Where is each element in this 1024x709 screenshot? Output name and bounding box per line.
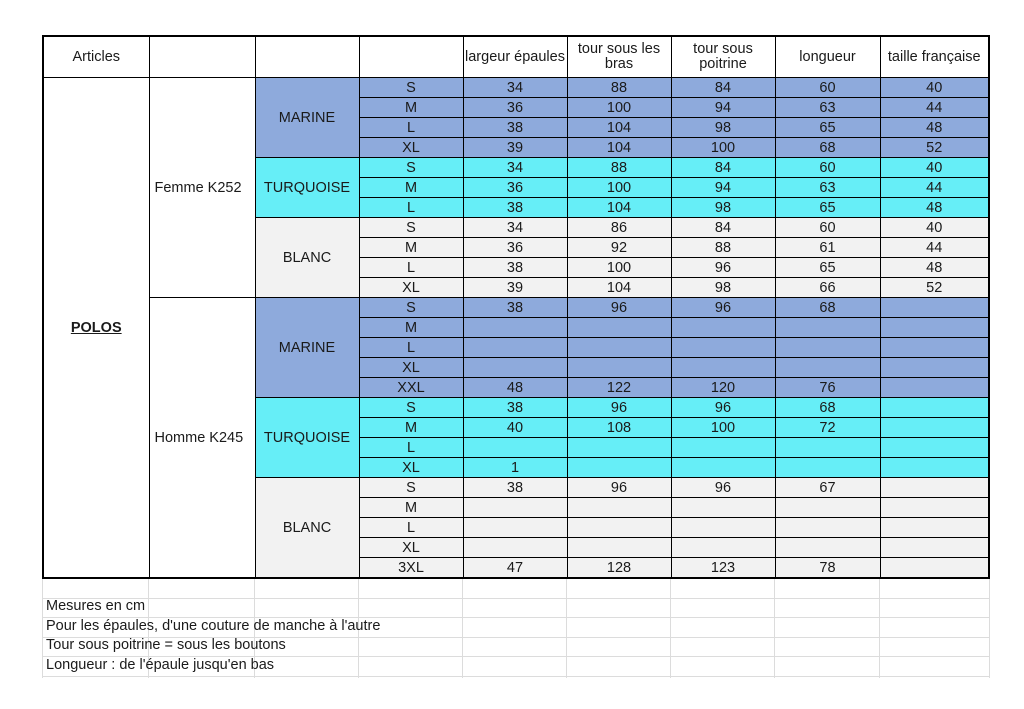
value-cell-taille [880,478,989,498]
value-cell-poitrine: 98 [671,278,775,298]
value-cell-taille [880,558,989,579]
value-cell-bras: 104 [567,138,671,158]
size-cell: S [359,398,463,418]
value-cell-largeur: 36 [463,178,567,198]
value-cell-longueur: 65 [775,258,880,278]
value-cell-poitrine: 120 [671,378,775,398]
article-cell: Homme K245 [149,298,255,579]
value-cell-poitrine [671,438,775,458]
value-cell-poitrine: 84 [671,158,775,178]
value-cell-bras: 96 [567,478,671,498]
value-cell-poitrine: 96 [671,478,775,498]
value-cell-taille [880,538,989,558]
value-cell-largeur: 34 [463,78,567,98]
size-cell: M [359,238,463,258]
value-cell-taille [880,338,989,358]
value-cell-poitrine: 88 [671,238,775,258]
size-cell: L [359,518,463,538]
color-cell: BLANC [255,478,359,579]
size-cell: XL [359,138,463,158]
value-cell-largeur: 38 [463,298,567,318]
value-cell-poitrine: 84 [671,78,775,98]
size-cell: 3XL [359,558,463,579]
value-cell-longueur [775,518,880,538]
value-cell-bras [567,438,671,458]
gridline [462,578,463,678]
value-cell-longueur: 68 [775,138,880,158]
value-cell-taille: 48 [880,198,989,218]
value-cell-taille: 48 [880,258,989,278]
value-cell-largeur: 34 [463,218,567,238]
value-cell-bras: 88 [567,78,671,98]
table-row [43,298,989,318]
article-cell: Femme K252 [149,78,255,298]
value-cell-taille: 48 [880,118,989,138]
value-cell-longueur: 68 [775,398,880,418]
value-cell-longueur [775,498,880,518]
value-cell-poitrine [671,338,775,358]
size-cell: L [359,438,463,458]
size-cell: XL [359,538,463,558]
value-cell-longueur: 60 [775,158,880,178]
value-cell-largeur [463,358,567,378]
size-cell: L [359,338,463,358]
color-cell: MARINE [255,298,359,398]
size-cell: M [359,318,463,338]
value-cell-taille [880,418,989,438]
value-cell-longueur [775,338,880,358]
value-cell-bras: 96 [567,398,671,418]
value-cell-largeur: 36 [463,238,567,258]
value-cell-longueur: 76 [775,378,880,398]
value-cell-bras [567,518,671,538]
value-cell-taille: 52 [880,138,989,158]
size-cell: S [359,218,463,238]
value-cell-largeur: 40 [463,418,567,438]
value-cell-bras: 122 [567,378,671,398]
size-cell: S [359,78,463,98]
color-cell: MARINE [255,78,359,158]
value-cell-largeur: 38 [463,258,567,278]
value-cell-longueur [775,538,880,558]
size-cell: S [359,478,463,498]
table-row [43,78,989,98]
value-cell-largeur: 34 [463,158,567,178]
value-cell-largeur: 38 [463,478,567,498]
value-cell-largeur: 39 [463,138,567,158]
value-cell-bras: 96 [567,298,671,318]
gridline [42,676,990,677]
value-cell-longueur: 67 [775,478,880,498]
value-cell-longueur [775,318,880,338]
header-blank [255,36,359,78]
header-tour-sous-bras: tour sous les bras [567,36,671,78]
value-cell-poitrine [671,538,775,558]
size-cell: M [359,498,463,518]
value-cell-largeur: 39 [463,278,567,298]
value-cell-poitrine [671,458,775,478]
value-cell-taille [880,318,989,338]
size-chart-table [42,35,990,579]
size-cell: M [359,98,463,118]
value-cell-poitrine [671,498,775,518]
value-cell-longueur: 72 [775,418,880,438]
note-line: Mesures en cm [46,598,146,614]
value-cell-largeur: 48 [463,378,567,398]
value-cell-taille [880,358,989,378]
value-cell-bras [567,358,671,378]
value-cell-poitrine: 84 [671,218,775,238]
value-cell-longueur [775,438,880,458]
value-cell-bras: 100 [567,258,671,278]
value-cell-taille: 44 [880,238,989,258]
value-cell-bras [567,338,671,358]
value-cell-largeur [463,318,567,338]
value-cell-bras [567,498,671,518]
value-cell-bras: 92 [567,238,671,258]
value-cell-poitrine: 96 [671,258,775,278]
value-cell-poitrine [671,518,775,538]
value-cell-longueur [775,458,880,478]
value-cell-taille [880,298,989,318]
value-cell-taille: 40 [880,158,989,178]
size-cell: L [359,198,463,218]
header-tour-sous-poitrine: tour sous poitrine [671,36,775,78]
header-blank [149,36,255,78]
value-cell-poitrine [671,358,775,378]
value-cell-poitrine: 100 [671,418,775,438]
value-cell-taille [880,458,989,478]
notes [46,597,380,675]
header-blank [359,36,463,78]
value-cell-largeur [463,438,567,458]
size-cell: S [359,298,463,318]
value-cell-bras: 100 [567,178,671,198]
value-cell-largeur: 38 [463,118,567,138]
value-cell-taille [880,398,989,418]
value-cell-poitrine: 94 [671,178,775,198]
value-cell-longueur: 65 [775,198,880,218]
value-cell-longueur: 61 [775,238,880,258]
value-cell-poitrine: 94 [671,98,775,118]
color-cell: BLANC [255,218,359,298]
value-cell-longueur: 78 [775,558,880,579]
size-cell: M [359,418,463,438]
gridline [566,578,567,678]
value-cell-taille: 44 [880,98,989,118]
value-cell-poitrine: 96 [671,398,775,418]
gridline [774,578,775,678]
header-longueur: longueur [775,36,880,78]
header-articles: Articles [43,36,149,78]
gridline [879,578,880,678]
value-cell-largeur: 1 [463,458,567,478]
value-cell-poitrine: 96 [671,298,775,318]
category-cell [43,78,149,579]
value-cell-bras: 100 [567,98,671,118]
value-cell-longueur: 66 [775,278,880,298]
color-cell: TURQUOISE [255,158,359,218]
note-line: Tour sous poitrine = sous les boutons [46,637,286,653]
value-cell-largeur: 38 [463,398,567,418]
value-cell-bras: 104 [567,198,671,218]
gridline [989,578,990,678]
note-line: Pour les épaules, d'une couture de manche à l'autre [46,617,381,634]
size-cell: XL [359,358,463,378]
value-cell-poitrine: 100 [671,138,775,158]
value-cell-longueur: 60 [775,78,880,98]
value-cell-longueur: 63 [775,178,880,198]
value-cell-largeur: 36 [463,98,567,118]
size-cell: XL [359,458,463,478]
value-cell-longueur: 60 [775,218,880,238]
gridline [670,578,671,678]
value-cell-bras [567,318,671,338]
gridline [42,578,43,678]
value-cell-longueur: 63 [775,98,880,118]
value-cell-longueur: 68 [775,298,880,318]
value-cell-largeur [463,518,567,538]
value-cell-taille: 44 [880,178,989,198]
value-cell-taille [880,378,989,398]
value-cell-bras: 128 [567,558,671,579]
size-cell: M [359,178,463,198]
category-label: POLOS [70,319,122,336]
value-cell-poitrine: 98 [671,198,775,218]
value-cell-bras: 104 [567,278,671,298]
value-cell-taille [880,498,989,518]
value-cell-poitrine: 123 [671,558,775,579]
note-line: Longueur : de l'épaule jusqu'en bas [46,656,275,673]
header-largeur-epaules: largeur épaules [463,36,567,78]
size-cell: XXL [359,378,463,398]
value-cell-bras: 108 [567,418,671,438]
value-cell-taille: 40 [880,218,989,238]
value-cell-bras: 88 [567,158,671,178]
header-row [43,36,989,78]
color-cell: TURQUOISE [255,398,359,478]
value-cell-bras [567,538,671,558]
value-cell-largeur [463,498,567,518]
size-cell: L [359,258,463,278]
value-cell-bras [567,458,671,478]
value-cell-largeur: 47 [463,558,567,579]
value-cell-largeur: 38 [463,198,567,218]
size-cell: XL [359,278,463,298]
value-cell-largeur [463,338,567,358]
value-cell-taille: 52 [880,278,989,298]
value-cell-taille [880,518,989,538]
value-cell-taille [880,438,989,458]
header-taille-francaise: taille française [880,36,989,78]
size-cell: L [359,118,463,138]
value-cell-longueur [775,358,880,378]
value-cell-largeur [463,538,567,558]
value-cell-poitrine [671,318,775,338]
value-cell-poitrine: 98 [671,118,775,138]
value-cell-taille: 40 [880,78,989,98]
size-cell: S [359,158,463,178]
value-cell-bras: 104 [567,118,671,138]
value-cell-bras: 86 [567,218,671,238]
value-cell-longueur: 65 [775,118,880,138]
